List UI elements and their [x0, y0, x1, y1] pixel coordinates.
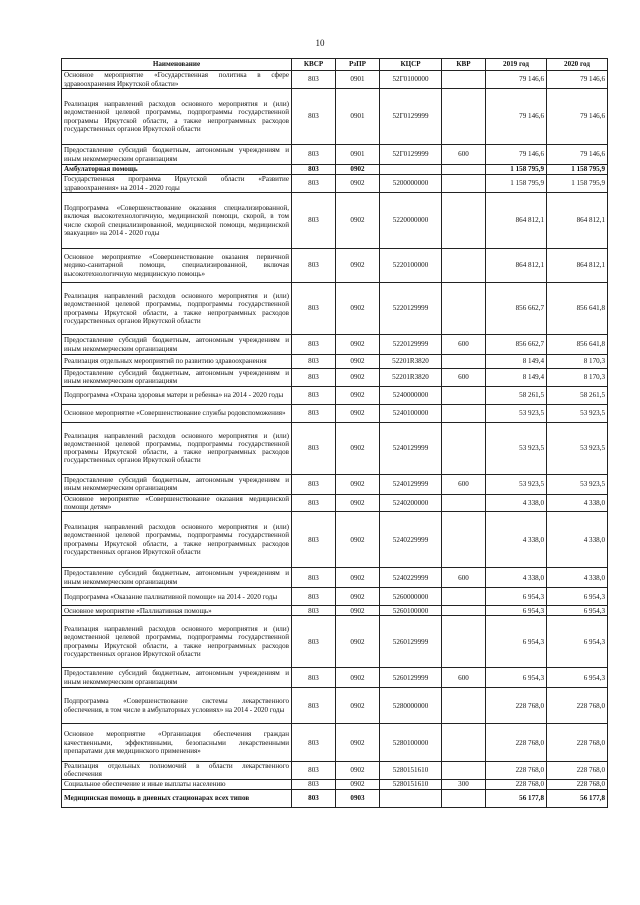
row-kvr: 600 — [442, 474, 486, 494]
row-kvsr: 803 — [292, 335, 336, 355]
row-kcsr: 5260100000 — [380, 606, 442, 616]
header-kvr: КВР — [442, 59, 486, 71]
row-kvr — [442, 404, 486, 422]
row-name: Реализация направлений расходов основного мероприятия и (или) ведомственной целевой программы, подпрограммы государственной программы Иркутской области, а также непрограммных расходов государственных органов Иркутской области — [62, 89, 292, 145]
row-amount-2019: 4 338,0 — [486, 512, 547, 568]
row-kvsr: 803 — [292, 668, 336, 688]
row-kcsr: 5240000000 — [380, 386, 442, 404]
row-amount-2020: 228 768,0 — [547, 779, 608, 789]
row-kvsr: 803 — [292, 762, 336, 780]
row-rzpr: 0902 — [336, 606, 380, 616]
header-rzpr: РзПР — [336, 59, 380, 71]
row-amount-2020: 6 954,3 — [547, 588, 608, 606]
table-row — [62, 789, 608, 807]
row-kvr — [442, 386, 486, 404]
row-amount-2020: 228 768,0 — [547, 724, 608, 762]
row-amount-2019: 864 812,1 — [486, 193, 547, 249]
row-rzpr: 0902 — [336, 193, 380, 249]
row-kvr — [442, 512, 486, 568]
row-kcsr: 5260000000 — [380, 588, 442, 606]
row-rzpr: 0901 — [336, 89, 380, 145]
row-rzpr: 0901 — [336, 145, 380, 165]
row-kvr: 600 — [442, 369, 486, 387]
row-kvsr: 803 — [292, 616, 336, 668]
table-row — [62, 422, 608, 474]
row-amount-2020: 864 812,1 — [547, 193, 608, 249]
table-row — [62, 404, 608, 422]
row-amount-2020: 8 170,3 — [547, 369, 608, 387]
row-kcsr: 5280151610 — [380, 762, 442, 780]
row-name: Амбулаторная помощь — [62, 165, 292, 175]
header-2019: 2019 год — [486, 59, 547, 71]
table-row — [62, 386, 608, 404]
row-rzpr: 0902 — [336, 249, 380, 283]
table-row — [62, 283, 608, 335]
row-rzpr: 0902 — [336, 386, 380, 404]
row-amount-2019: 228 768,0 — [486, 724, 547, 762]
row-amount-2019: 53 923,5 — [486, 404, 547, 422]
row-kvsr: 803 — [292, 789, 336, 807]
row-name: Реализация отдельных мероприятий по развитию здравоохранения — [62, 355, 292, 369]
row-rzpr: 0902 — [336, 422, 380, 474]
row-rzpr: 0903 — [336, 789, 380, 807]
row-name: Подпрограмма «Совершенствование системы лекарственного обеспечения, в том числе в амбулаторных условиях» на 2014 - 2020 годы — [62, 688, 292, 724]
row-kvr — [442, 616, 486, 668]
row-rzpr: 0902 — [336, 404, 380, 422]
table-row — [62, 512, 608, 568]
row-name: Реализация направлений расходов основного мероприятия и (или) ведомственной целевой программы, подпрограммы государственной программы Иркутской области, а также непрограммных расходов государственных органов Иркутской области — [62, 512, 292, 568]
row-amount-2019: 228 768,0 — [486, 779, 547, 789]
row-amount-2019: 856 662,7 — [486, 283, 547, 335]
row-amount-2019: 6 954,3 — [486, 606, 547, 616]
row-rzpr: 0902 — [336, 512, 380, 568]
row-name: Предоставление субсидий бюджетным, автономным учреждениям и иным некоммерческим организациям — [62, 145, 292, 165]
table-row — [62, 89, 608, 145]
row-kvr: 600 — [442, 668, 486, 688]
row-amount-2020: 864 812,1 — [547, 249, 608, 283]
row-rzpr: 0902 — [336, 335, 380, 355]
table-row — [62, 474, 608, 494]
table-row — [62, 175, 608, 193]
table-row — [62, 568, 608, 588]
row-rzpr: 0902 — [336, 165, 380, 175]
row-kvsr: 803 — [292, 422, 336, 474]
row-kvsr: 803 — [292, 355, 336, 369]
table-row — [62, 779, 608, 789]
row-amount-2020: 6 954,3 — [547, 616, 608, 668]
table-row — [62, 588, 608, 606]
table-row — [62, 165, 608, 175]
row-rzpr: 0902 — [336, 355, 380, 369]
row-amount-2020: 56 177,8 — [547, 789, 608, 807]
row-rzpr: 0902 — [336, 568, 380, 588]
row-name: Реализация направлений расходов основного мероприятия и (или) ведомственной целевой программы, подпрограммы государственной программы Иркутской области, а также непрограммных расходов государственных органов Иркутской области — [62, 616, 292, 668]
row-kcsr: 5220100000 — [380, 249, 442, 283]
row-rzpr: 0902 — [336, 588, 380, 606]
row-amount-2019: 228 768,0 — [486, 762, 547, 780]
row-kvsr: 803 — [292, 512, 336, 568]
row-kvsr: 803 — [292, 175, 336, 193]
row-kvsr: 803 — [292, 283, 336, 335]
row-kvr — [442, 355, 486, 369]
table-row — [62, 355, 608, 369]
row-kvr: 600 — [442, 145, 486, 165]
row-kvsr: 803 — [292, 193, 336, 249]
row-amount-2019: 79 146,6 — [486, 89, 547, 145]
row-rzpr: 0902 — [336, 474, 380, 494]
table-header-row — [62, 59, 608, 71]
row-kvr — [442, 606, 486, 616]
row-amount-2019: 6 954,3 — [486, 588, 547, 606]
row-name: Основное мероприятие «Совершенствование оказания медицинской помощи детям» — [62, 494, 292, 512]
row-rzpr: 0901 — [336, 71, 380, 89]
table-row — [62, 688, 608, 724]
row-amount-2020: 1 158 795,9 — [547, 175, 608, 193]
row-kvr: 600 — [442, 568, 486, 588]
row-kcsr — [380, 165, 442, 175]
row-kvr: 600 — [442, 335, 486, 355]
row-kcsr: 5220129999 — [380, 335, 442, 355]
row-amount-2020: 79 146,6 — [547, 71, 608, 89]
row-kvr — [442, 789, 486, 807]
row-amount-2019: 4 338,0 — [486, 494, 547, 512]
row-kvr — [442, 175, 486, 193]
row-kvsr: 803 — [292, 724, 336, 762]
row-kcsr: 5240229999 — [380, 568, 442, 588]
row-name: Предоставление субсидий бюджетным, автономным учреждениям и иным некоммерческим организациям — [62, 568, 292, 588]
row-amount-2019: 6 954,3 — [486, 616, 547, 668]
row-kvsr: 803 — [292, 568, 336, 588]
table-row — [62, 335, 608, 355]
header-kcsr: КЦСР — [380, 59, 442, 71]
row-rzpr: 0902 — [336, 369, 380, 387]
row-amount-2019: 79 146,6 — [486, 145, 547, 165]
row-kvr — [442, 249, 486, 283]
row-amount-2020: 4 338,0 — [547, 494, 608, 512]
row-name: Подпрограмма «Оказание паллиативной помощи» на 2014 - 2020 годы — [62, 588, 292, 606]
row-name: Основное мероприятие «Государственная политика в сфере здравоохранения Иркутской области» — [62, 71, 292, 89]
row-rzpr: 0902 — [336, 494, 380, 512]
row-name: Предоставление субсидий бюджетным, автономным учреждениям и иным некоммерческим организациям — [62, 335, 292, 355]
row-kvsr: 803 — [292, 494, 336, 512]
row-amount-2019: 79 146,6 — [486, 71, 547, 89]
row-kvr — [442, 165, 486, 175]
row-amount-2019: 4 338,0 — [486, 568, 547, 588]
row-amount-2019: 58 261,5 — [486, 386, 547, 404]
table-row — [62, 249, 608, 283]
row-amount-2020: 4 338,0 — [547, 568, 608, 588]
row-kcsr: 5280000000 — [380, 688, 442, 724]
row-kvr — [442, 688, 486, 724]
row-kvr: 300 — [442, 779, 486, 789]
row-name: Предоставление субсидий бюджетным, автономным учреждениям и иным некоммерческим организациям — [62, 474, 292, 494]
row-amount-2019: 1 158 795,9 — [486, 165, 547, 175]
row-amount-2019: 6 954,3 — [486, 668, 547, 688]
row-amount-2019: 8 149,4 — [486, 369, 547, 387]
header-name: Наименование — [62, 59, 292, 71]
row-kvsr: 803 — [292, 71, 336, 89]
row-kcsr — [380, 789, 442, 807]
row-kvr — [442, 422, 486, 474]
row-kvr — [442, 283, 486, 335]
row-name: Основное мероприятие «Организация обеспечения граждан качественными, эффективными, безопасными лекарственными препаратами для медицинского применения» — [62, 724, 292, 762]
row-amount-2019: 8 149,4 — [486, 355, 547, 369]
row-kvr — [442, 494, 486, 512]
row-kcsr: 5280151610 — [380, 779, 442, 789]
row-amount-2020: 228 768,0 — [547, 762, 608, 780]
row-amount-2020: 228 768,0 — [547, 688, 608, 724]
row-kcsr: 5240229999 — [380, 512, 442, 568]
row-kvr — [442, 89, 486, 145]
table-row — [62, 145, 608, 165]
row-name: Основное мероприятие «Совершенствование службы родовспоможения» — [62, 404, 292, 422]
header-2020: 2020 год — [547, 59, 608, 71]
row-amount-2020: 856 641,8 — [547, 283, 608, 335]
row-kvr — [442, 588, 486, 606]
table-row — [62, 616, 608, 668]
header-kvsr: КВСР — [292, 59, 336, 71]
row-kcsr: 5240200000 — [380, 494, 442, 512]
row-amount-2020: 53 923,5 — [547, 404, 608, 422]
table-row — [62, 762, 608, 780]
row-amount-2020: 79 146,6 — [547, 145, 608, 165]
row-rzpr: 0902 — [336, 668, 380, 688]
row-amount-2020: 856 641,8 — [547, 335, 608, 355]
row-kvr — [442, 762, 486, 780]
row-name: Подпрограмма «Совершенствование оказания специализированной, включая высокотехнологичную, медицинской помощи, скорой, в том числе скорой специализированной, медицинской помощи, медицинской эвакуации» на 2014 - 2020 годы — [62, 193, 292, 249]
row-amount-2020: 8 170,3 — [547, 355, 608, 369]
row-kvr — [442, 193, 486, 249]
budget-table — [61, 58, 608, 808]
row-name: Реализация отдельных полномочий в области лекарственного обеспечения — [62, 762, 292, 780]
row-kcsr: 5220000000 — [380, 193, 442, 249]
row-name: Реализация направлений расходов основного мероприятия и (или) ведомственной целевой программы, подпрограммы государственной программы Иркутской области, а также непрограммных расходов государственных органов Иркутской области — [62, 283, 292, 335]
row-amount-2019: 56 177,8 — [486, 789, 547, 807]
row-kcsr: 52Г0129999 — [380, 89, 442, 145]
table-row — [62, 369, 608, 387]
row-kvsr: 803 — [292, 606, 336, 616]
row-kcsr: 5260129999 — [380, 668, 442, 688]
row-kcsr: 5200000000 — [380, 175, 442, 193]
row-amount-2019: 1 158 795,9 — [486, 175, 547, 193]
row-name: Предоставление субсидий бюджетным, автономным учреждениям и иным некоммерческим организациям — [62, 369, 292, 387]
page-number: 10 — [315, 38, 325, 48]
row-amount-2020: 6 954,3 — [547, 606, 608, 616]
row-kvsr: 803 — [292, 779, 336, 789]
row-name: Медицинская помощь в дневных стационарах всех типов — [62, 789, 292, 807]
table-row — [62, 724, 608, 762]
row-kvsr: 803 — [292, 404, 336, 422]
row-rzpr: 0902 — [336, 779, 380, 789]
row-rzpr: 0902 — [336, 175, 380, 193]
row-name: Социальное обеспечение и иные выплаты населению — [62, 779, 292, 789]
row-amount-2020: 6 954,3 — [547, 668, 608, 688]
row-name: Реализация направлений расходов основного мероприятия и (или) ведомственной целевой программы, подпрограммы государственной программы Иркутской области, а также непрограммных расходов государственных органов Иркутской области — [62, 422, 292, 474]
row-name: Основное мероприятие «Совершенствование оказания первичной медико-санитарной помощи, специализированной, включая высокотехнологичную медицинскую помощь» — [62, 249, 292, 283]
row-kcsr: 52Г0100000 — [380, 71, 442, 89]
row-kvsr: 803 — [292, 89, 336, 145]
row-rzpr: 0902 — [336, 762, 380, 780]
row-kcsr: 5240100000 — [380, 404, 442, 422]
row-amount-2020: 1 158 795,9 — [547, 165, 608, 175]
row-kvsr: 803 — [292, 386, 336, 404]
table-row — [62, 71, 608, 89]
row-amount-2019: 228 768,0 — [486, 688, 547, 724]
row-rzpr: 0902 — [336, 616, 380, 668]
row-name: Подпрограмма «Охрана здоровья матери и ребенка» на 2014 - 2020 годы — [62, 386, 292, 404]
row-kcsr: 5240129999 — [380, 422, 442, 474]
row-kcsr: 52201R3820 — [380, 369, 442, 387]
row-kcsr: 5220129999 — [380, 283, 442, 335]
row-amount-2019: 864 812,1 — [486, 249, 547, 283]
row-name: Государственная программа Иркутской области «Развитие здравоохранения» на 2014 - 2020 годы — [62, 175, 292, 193]
row-amount-2019: 53 923,5 — [486, 474, 547, 494]
table-row — [62, 606, 608, 616]
row-kvsr: 803 — [292, 474, 336, 494]
row-name: Предоставление субсидий бюджетным, автономным учреждениям и иным некоммерческим организациям — [62, 668, 292, 688]
row-kvr — [442, 71, 486, 89]
row-amount-2019: 53 923,5 — [486, 422, 547, 474]
row-rzpr: 0902 — [336, 283, 380, 335]
row-kcsr: 5240129999 — [380, 474, 442, 494]
row-kvsr: 803 — [292, 145, 336, 165]
row-kvsr: 803 — [292, 688, 336, 724]
row-amount-2020: 4 338,0 — [547, 512, 608, 568]
row-kcsr: 52Г0129999 — [380, 145, 442, 165]
row-amount-2020: 58 261,5 — [547, 386, 608, 404]
row-amount-2020: 53 923,5 — [547, 422, 608, 474]
row-kvsr: 803 — [292, 369, 336, 387]
row-kvsr: 803 — [292, 588, 336, 606]
row-name: Основное мероприятие «Паллиативная помощь» — [62, 606, 292, 616]
table-row — [62, 668, 608, 688]
row-kcsr: 5260129999 — [380, 616, 442, 668]
row-amount-2019: 856 662,7 — [486, 335, 547, 355]
table-row — [62, 193, 608, 249]
row-kcsr: 5280100000 — [380, 724, 442, 762]
row-kvsr: 803 — [292, 249, 336, 283]
row-kvr — [442, 724, 486, 762]
row-rzpr: 0902 — [336, 688, 380, 724]
row-kvsr: 803 — [292, 165, 336, 175]
row-amount-2020: 79 146,6 — [547, 89, 608, 145]
row-amount-2020: 53 923,5 — [547, 474, 608, 494]
table-row — [62, 494, 608, 512]
row-rzpr: 0902 — [336, 724, 380, 762]
row-kcsr: 52201R3820 — [380, 355, 442, 369]
